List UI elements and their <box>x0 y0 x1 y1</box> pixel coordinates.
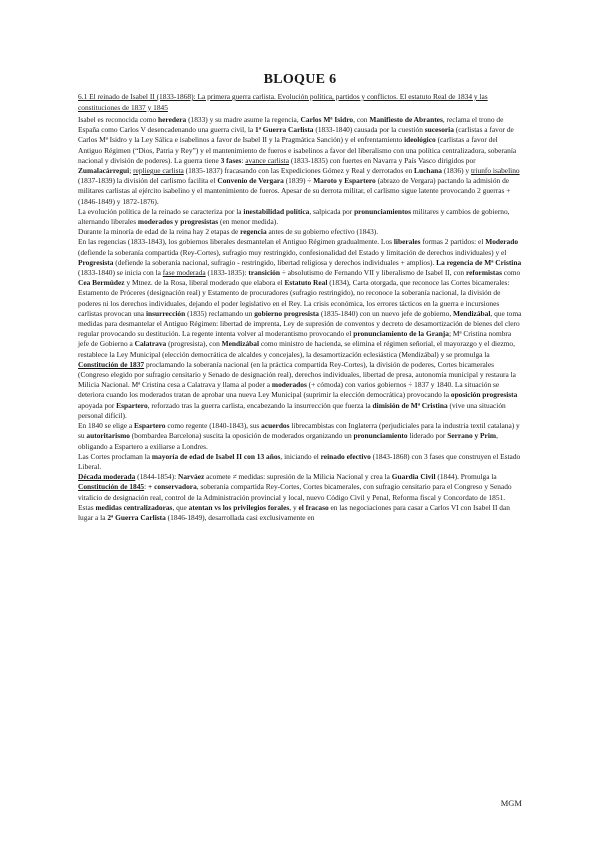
text-run: , iniciando el <box>280 451 321 461</box>
text-run: (1835-1840) con un nuevo jefe de gobierno, <box>319 308 454 318</box>
bold-term: atentan vs los privilegios forales <box>188 502 290 512</box>
underlined-term: avance carlista <box>245 155 289 165</box>
bold-term: Espartero <box>134 421 166 431</box>
bold-term: 1ª Guerra Carlista <box>255 125 314 135</box>
bold-term: moderados <box>271 380 307 390</box>
text-run: En las regencias (1833-1843), los gobiernos liberales desmantelan el Antiguo Régimen gradualmente. Los <box>78 237 394 247</box>
text-run: (1835-1837) fracasando con las Expediciones Gómez y Real y derrotados en <box>183 166 415 176</box>
bold-term: pronunciamiento <box>353 431 408 441</box>
bold-term: reinado efectivo <box>320 451 371 461</box>
text-run: (progresista), con <box>166 339 222 349</box>
underlined-term: triunfo isabelino <box>470 166 520 176</box>
paragraph <box>78 452 522 472</box>
bold-term: liberales <box>393 237 421 247</box>
text-run: (carlistas a favor del Antiguo Régimen (“Dios, Patria y Rey”) y el mantenimiento de fueros e isabelinos a favor del liberalismo con una política centralizadora, soberanía nacional y división de poderes). La guerra tiene <box>78 135 517 165</box>
bold-term: acuerdos <box>261 421 290 431</box>
text-run: En 1840 se elige a <box>78 421 135 431</box>
text-run: militares y cambios de gobierno, alternando liberales <box>78 206 510 227</box>
bold-term: Manifiesto de Abrantes <box>369 115 443 124</box>
text-run: (1846-1849), desarrollada casi exclusivamente en <box>165 512 315 522</box>
bold-term: Carlos Mª Isidro <box>300 115 354 124</box>
text-run: como ministro de hacienda, se elimina el régimen señorial, el mayorazgo y el diezmo, restablece la Ley Municipal (elección democrática de alcaldes y concejales), la desamortización eclesiástica (Mendizábal) y se promulga la <box>78 339 515 359</box>
text-run: (1833-1840) se inicia con la <box>78 268 163 278</box>
text-run: ; <box>129 166 134 176</box>
bold-term: Mendizábal <box>221 339 260 349</box>
bold-term: Narváez <box>177 472 205 482</box>
bold-term: Constitución de 1845 <box>78 482 145 492</box>
paragraph <box>78 227 522 237</box>
bold-term: Luchana <box>414 166 442 176</box>
paragraph <box>78 472 522 523</box>
paragraph <box>78 207 522 227</box>
text-run: (1839) ÷ <box>283 176 314 186</box>
paragraph <box>78 421 522 452</box>
bold-term: ideológico <box>404 135 436 145</box>
text-run: y Mtnez. de la Rosa, liberal moderado que elabora el <box>124 278 285 288</box>
text-run: , reclama el trono de España como Carlos V desencadenando una guerra civil, la <box>78 115 504 135</box>
text-run: (en menor medida). <box>218 217 279 227</box>
bold-term: reformistas <box>465 268 502 278</box>
text-run: como <box>501 268 521 278</box>
bold-term: insurrección <box>145 308 186 318</box>
bold-term: medidas centralizadoras <box>95 502 173 512</box>
text-run: : <box>241 155 246 165</box>
bold-term: Década moderada <box>78 472 136 482</box>
body-text <box>78 115 522 523</box>
bold-term: regencia <box>240 227 267 237</box>
text-run: (+ cómoda) con varios gobiernos ÷ 1837 y 1840. La situación se deteriora cuando los moderados tratan de aprobar una nueva Ley Municipal (suprimir la elección democrática) provocando la <box>78 380 500 400</box>
text-run: formas 2 partidos: el <box>420 237 486 247</box>
bold-term: autoritarismo <box>86 431 130 441</box>
bold-term: Cea Bermúdez <box>78 278 125 288</box>
text-run: , y <box>289 502 299 512</box>
bold-term: Guardia Civil <box>391 472 436 482</box>
bold-term: Progresista <box>78 257 114 267</box>
bold-term: Convenio de Vergara <box>217 176 284 186</box>
bold-term: Moderado <box>485 237 519 247</box>
bold-term: + conservadora <box>148 482 197 492</box>
paragraph <box>78 237 522 421</box>
text-run: , soberanía compartida Rey-Cortes, Cortes bicamerales, con sufragio censitario para el Congreso y Senado vitalicio de designación real, control de la Administración provincial y local, nuevo Código Civil y Penal, Reforma fiscal y Concordato de 1851. Estas <box>78 482 512 512</box>
text-run: (defiende la soberanía compartida (Rey-Cortes), sufragio muy restringido, confesionalidad del Estado y limitación de derechos individuales) y el <box>78 247 507 257</box>
text-run: ; Mª Cristina nombra jefe de Gobierno a <box>78 329 512 349</box>
text-run: (1833-1840) causada por la cuestión <box>313 125 425 135</box>
bold-term: Serrano y Prim <box>447 431 497 441</box>
text-run: La evolución política de la reinado se caracteriza por la <box>78 206 244 216</box>
bold-term: moderados y progresistas <box>137 217 219 227</box>
text-run: Isabel es reconocida como <box>78 115 159 124</box>
bold-term: transición <box>248 268 280 278</box>
bold-term: dimisión de Mª Cristina <box>372 400 448 410</box>
footer-initials: MGM <box>500 798 522 808</box>
bold-term: Estatuto Real <box>284 278 328 288</box>
bold-term: pronunciamiento de la Granja <box>353 329 449 339</box>
text-run: (1836) y <box>441 166 471 176</box>
underlined-term: fase moderada <box>162 268 206 278</box>
text-run: (abrazo de Vergara) pactando la admisión de militares carlistas al ejército isabelino y el mantenimiento de fueros. Apesar de su derrota militar, el carlismo sigue latente provocando 2 guerras + (1846-1849) y 1872-1876). <box>78 176 511 206</box>
bold-term: inestabilidad política <box>243 206 310 216</box>
text-run: (vive una situación personal difícil). <box>78 400 506 420</box>
bold-term: La regencia de Mª Cristina <box>436 257 522 267</box>
bold-term: 3 fases <box>220 155 242 165</box>
bold-term: Zumalacárregui <box>78 166 130 176</box>
text-run: (carlistas a favor de Carlos Mª Isidro y la Ley Sálica e isabelinos a favor de Isabel II y la Pragmática Sanción) y el enfrentamiento <box>78 125 514 145</box>
bold-term: mayoría de edad de Isabel II con 13 años <box>151 451 281 461</box>
text-run: proclamando la soberanía nacional (en la práctica compartida Rey-Cortes), la división de poderes, Cortes bicamerales (Congreso elegido por sufragio censitario y Senado de designación real), derechos individuales, libertad de presa, autonomía municipal y restaura la Milicia Nacional. Mª Cristina cesa a Calatrava y llama al poder a <box>78 359 516 390</box>
text-run: Las Cortes proclaman la <box>78 451 152 461</box>
bold-term: pronunciamientos <box>354 206 412 216</box>
text-run: (1835) reclamando un <box>185 308 255 318</box>
text-run: ÷ absolutismo de Fernando VII y liberalismo de Isabel II, con <box>279 268 466 278</box>
text-run: (1834), Carta otorgada, que reconoce las Cortes bicamerales: Estamento de Próceres (designación real) y Estamento de procuradores (sufragio restringido), no reconoce la soberanía nacional, la división de poderes ni los derechos individuales, dejando el poder legislativo en el Rey. La crisis económica, los errores tácticos en la guerra e incursiones carlistas provocan una <box>78 278 510 318</box>
text-run: liderado por <box>407 431 448 441</box>
bold-term: Maroto y Espartero <box>313 176 376 186</box>
bold-term: Constitución de 1837 <box>78 359 145 369</box>
text-run: (1833-1835) con fuertes en Navarra y País Vasco dirigidos por <box>288 155 476 165</box>
text-run: : <box>144 482 149 492</box>
underlined-term: repliegue carlista <box>133 166 184 176</box>
text-run: , con <box>353 115 370 124</box>
text-run: (1844-1854): <box>135 472 178 482</box>
text-run: (1844). Promulga la <box>435 472 497 482</box>
bold-term: Calatrava <box>134 339 167 349</box>
bold-term: gobierno progresista <box>254 308 319 318</box>
text-run: Durante la minoría de edad de la reina hay 2 etapas de <box>78 227 241 237</box>
text-run: , salpicada por <box>309 206 355 216</box>
text-run: (bombardea Barcelona) suscita la oposición de moderados organizando un <box>129 431 354 441</box>
text-run: antes de su gobierno efectivo (1843). <box>266 227 379 237</box>
bold-term: sucesoria <box>424 125 454 135</box>
text-run: (1833) y su madre asume la regencia, <box>186 115 301 124</box>
text-run: (defiende la soberanía nacional, sufragio - restringido, libertad religiosa y derechos individuales + amplios). <box>113 257 437 267</box>
bold-term: Espartero <box>116 400 148 410</box>
text-run: , que toma medidas para desmantelar el Antiguo Régimen: libertad de imprenta, Ley de supresión de conventos y decreto de desamortización de bienes del clero regular provocando su destitución. La regente intenta volver al moderantismo provocando el <box>78 308 522 339</box>
text-run: librecambistas con Inglaterra (perjudiciales para la industria textil catalana) y su <box>78 421 520 441</box>
text-run: , que <box>172 502 189 512</box>
section-heading: 6.1 El reinado de Isabel II (1833-1868): La primera guerra carlista. Evolución política, partidos y conflictos. El estatuto Real de 1834 y las constituciones de 1837 y 1845 <box>78 92 488 112</box>
bold-term: Mendizábal <box>453 308 491 318</box>
text-run: apoyada por <box>78 400 117 410</box>
bold-term: el fracaso <box>298 502 329 512</box>
bold-term: oposición progresista <box>450 390 518 400</box>
text-run: acomete ≠ medidas: supresión de la Milicia Nacional y crea la <box>204 472 392 482</box>
text-run: en las negociaciones para casar a Carlos VI con Isabel II dan lugar a la <box>78 502 510 522</box>
bold-term: heredera <box>158 115 187 124</box>
text-run: (1843-1868) con 3 fases que construyen el Estado Liberal. <box>78 451 521 471</box>
text-run: (1837-1839) la división del carlismo facilita el <box>78 176 218 186</box>
text-run: , obligando a Espartero a exiliarse a Londres. <box>78 431 498 451</box>
page-title: BLOQUE 6 <box>263 72 337 87</box>
bold-term: 2ª Guerra Carlista <box>107 512 166 522</box>
text-run: como regente (1840-1843), sus <box>165 421 262 431</box>
text-run: (1833-1835): <box>205 268 249 278</box>
text-run: , reforzado tras la guerra carlista, encabezando la insurrección que fuerza la <box>147 400 373 410</box>
paragraph <box>78 115 522 207</box>
